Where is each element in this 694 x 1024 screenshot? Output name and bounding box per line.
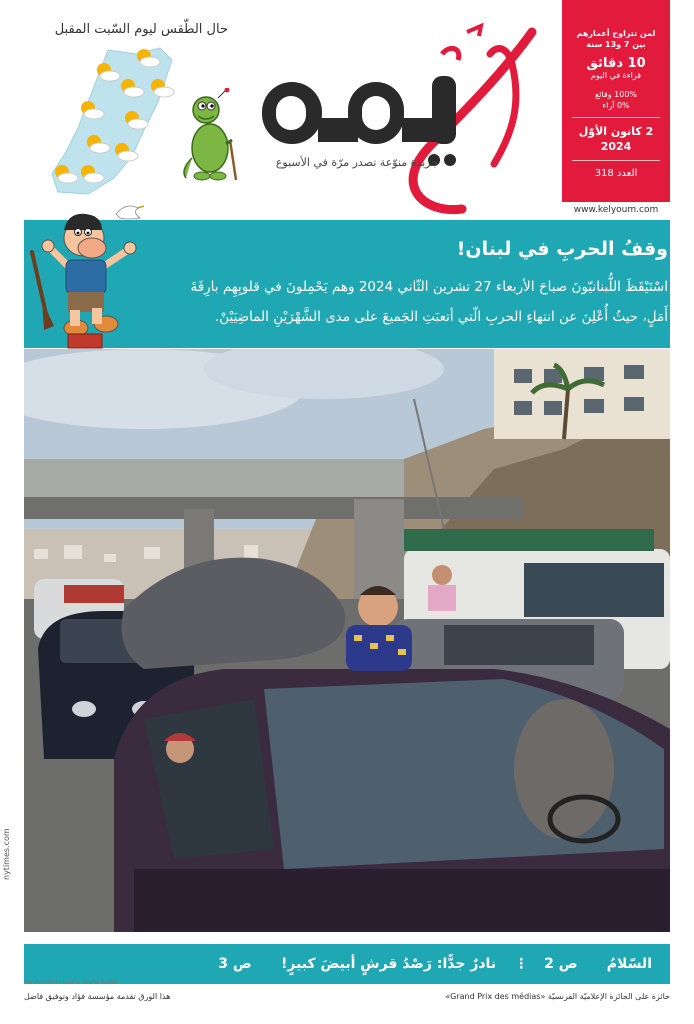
divider (572, 117, 660, 118)
tagline: جريدة منوّعة تصدر مرّة في الأسبوع (275, 156, 439, 169)
issue-date: 2 كانون الأوّل (578, 125, 654, 138)
age-range-line2: بين 7 و13 سنة (586, 40, 646, 49)
dinosaur-mascot-illustration (182, 88, 246, 184)
paper-sponsor-note: هذا الورق تقدمة مؤسسة فؤاد وتوفيق فاضل (24, 992, 171, 1001)
photo-credit: nytimes.com (2, 828, 11, 880)
contents-item-peace[interactable] (526, 956, 670, 972)
weather-title: حال الطّقس ليوم السّبت المقبل (54, 22, 228, 37)
headline-body: اسْتَيْقَظَ اللُّبنانيّونَ صباحَ الأربعاء 27 تشرين الثّاني 2024 وهم يَحْمِلونَ في قلوبِهِم بارِقَةَ أَمَلٍ، حيثُ أُعْلِنَ عن انتهاءِ الحربِ الّتي أتعبَتِ الجَميعَ على مدى الشَّهْرَيْنِ الماضِيَيْنْ. (190, 279, 668, 325)
foundation-logo: Fondation Fouad & Toufic Fadel (24, 979, 118, 986)
cover-photo-traffic-car-with-child (24, 349, 670, 932)
issue-number: العدد 318 (594, 168, 638, 179)
facts-stat: 100% وقائع (594, 90, 638, 99)
age-range-line1: لمن تتراوح أعمارهم (576, 29, 656, 38)
contents-item-shark[interactable] (200, 956, 514, 972)
contents-item-peace-label: السّلامُ (606, 956, 652, 972)
headline-title: وقفُ الحربِ في لبنان! (456, 238, 668, 260)
sun-cloud-icon (151, 79, 174, 97)
contents-bar (24, 944, 670, 984)
issue-year: 2024 (600, 140, 632, 153)
kel-youm-logo (262, 14, 552, 224)
award-note: حائزة على الجائزة الإعلاميّة الفرنسيّة «Grand Prix des médias» (445, 992, 670, 1001)
issue-info-box (562, 0, 670, 202)
contents-item-shark-label: نادرٌ جدًّا: رَصْدُ قرشٍ أبيضَ كبيرٍ! (280, 956, 497, 972)
contents-item-peace-page: ص 2 (544, 956, 578, 972)
opinions-stat: 0% آراء (602, 101, 630, 110)
separator-dots: ⋮ (514, 956, 527, 972)
dove-icon (116, 206, 144, 219)
website-link[interactable]: www.kelyoum.com (573, 205, 659, 215)
divider (572, 160, 660, 161)
celebrating-character-illustration (28, 196, 152, 350)
reading-time: 10 دقائق (586, 56, 646, 71)
lebanon-weather-map (48, 44, 188, 196)
reading-label: قراءة في اليوم (590, 71, 642, 80)
contents-item-shark-page: ص 3 (218, 956, 252, 972)
